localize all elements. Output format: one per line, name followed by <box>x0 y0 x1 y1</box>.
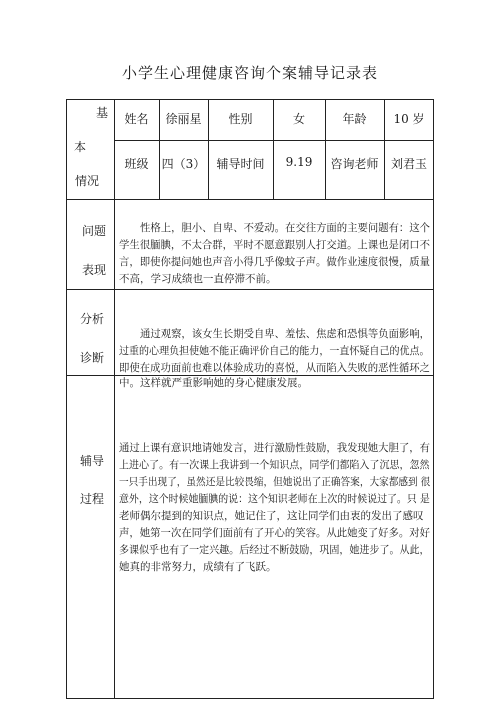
basic-info-label-3: 情况 <box>75 174 100 188</box>
analysis-text-line-1: 通过观察，该女生长期受自卑、羞怯、焦虑和恐惧等负面影响， <box>140 328 430 340</box>
name-label: 姓名 <box>124 112 149 126</box>
basic-info-label-2: 本 <box>74 140 87 154</box>
age-value: 10 岁 <box>393 112 425 126</box>
problem-text-line-3: 言，即使你提问她也声音小得几乎像蚊子声。做作业速度很慢，质量 <box>119 256 430 268</box>
guidance-text-line-6: 声，她第一次在同学们面前有了开心的笑容。从此她变了好多。对好 <box>119 527 430 539</box>
analysis-label-2: 诊断 <box>80 351 105 365</box>
guidance-label-2: 过程 <box>80 492 105 506</box>
col-divider-label <box>114 99 115 699</box>
row-divider-problem <box>66 199 434 200</box>
teacher-value: 刘君玉 <box>390 157 427 171</box>
problem-text-line-2: 学生很腼腆，不太合群，平时不愿意跟别人打交道。上课也是闭口不 <box>119 239 430 251</box>
row-divider-basic <box>114 140 434 141</box>
page-title: 小学生心理健康咨询个案辅导记录表 <box>121 64 378 82</box>
guidance-label-1: 辅导 <box>80 454 105 468</box>
class-label: 班级 <box>124 157 149 171</box>
analysis-text-line-4: 中。这样就严重影响她的身心健康发展。 <box>119 377 308 389</box>
guidance-text-line-8: 她真的非常努力，成绩有了飞跃。 <box>119 561 277 573</box>
gender-label: 性别 <box>228 112 253 126</box>
analysis-label-1: 分析 <box>80 312 105 326</box>
problem-label-2: 表现 <box>82 263 107 277</box>
age-label: 年龄 <box>342 112 367 126</box>
guidance-text-line-2: 上进心了。有一次课上我讲到一个知识点，同学们都陷入了沉思，忽然 <box>119 459 430 471</box>
basic-info-label-1: 基 <box>96 106 109 120</box>
guidance-text-line-3: 一只手出现了，虽然还是比较畏缩，但她说出了正确答案，大家都感到 很 <box>119 476 431 488</box>
record-table <box>66 99 434 699</box>
counseling-time-value: 9.19 <box>285 155 313 169</box>
class-value: 四（3） <box>161 157 206 171</box>
teacher-label: 咨询老师 <box>330 157 379 171</box>
row-divider-analysis <box>66 289 434 290</box>
guidance-text-line-5: 老师偶尔提到的知识点，她记住了，这让同学们由衷的发出了感叹 <box>119 510 424 522</box>
guidance-text-line-1: 通过上课有意识地请她发言，进行激励性鼓励，我发现她大胆了，有 <box>119 442 430 454</box>
guidance-text-line-7: 多课似乎也有了一定兴趣。后经过不断鼓励，巩固，她进步了。从此， <box>119 544 430 556</box>
problem-text-line-1: 性格上，胆小、自卑、不爱动。在交往方面的主要问题有：这个 <box>140 222 430 234</box>
problem-label-1: 问题 <box>82 224 107 238</box>
analysis-text-line-2: 过重的心理负担使她不能正确评价自己的能力，一直怀疑自己的优点。 <box>119 345 430 357</box>
guidance-text-line-4: 意外，这个时候她腼腆的说：这个知识老师在上次的时候说过了。只 是 <box>119 493 430 505</box>
gender-value: 女 <box>292 112 305 126</box>
problem-text-line-4: 不高，学习成绩也一直停滞不前。 <box>119 273 277 285</box>
analysis-text-line-3: 即使在成功面前也难以体验成功的喜悦，从而陷入失败的恶性循环之 <box>119 362 430 374</box>
name-value: 徐丽星 <box>165 112 202 126</box>
counseling-time-label: 辅导时间 <box>216 157 265 171</box>
